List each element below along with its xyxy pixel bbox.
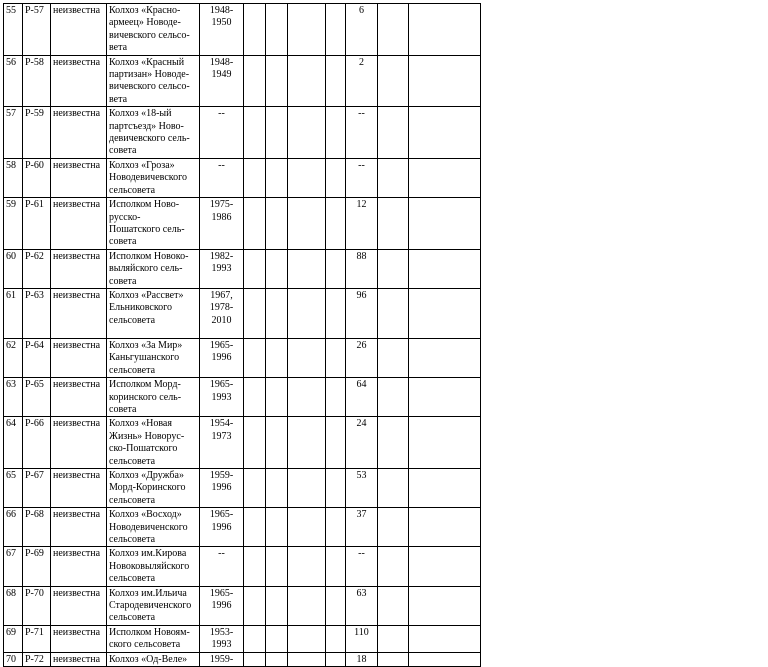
empty-cell xyxy=(266,338,288,377)
fund-name-cell xyxy=(107,547,200,586)
status-cell: неизвестна xyxy=(51,547,107,586)
empty-cell xyxy=(288,338,326,377)
fund-name-cell xyxy=(107,107,200,159)
status-cell: неизвестна xyxy=(51,469,107,508)
empty-cell xyxy=(244,55,266,107)
empty-cell xyxy=(244,652,266,666)
fund-name-line: Исполком Новоко- xyxy=(109,250,189,262)
empty-cell xyxy=(378,417,409,469)
fund-name-line: русско- xyxy=(109,211,141,223)
empty-cell xyxy=(409,586,481,625)
count-cell: -- xyxy=(346,107,378,159)
years-cell xyxy=(200,547,244,586)
empty-cell xyxy=(266,508,288,547)
empty-cell xyxy=(378,288,409,338)
count-cell: 64 xyxy=(346,378,378,417)
fund-name-line: Колхоз «Новая xyxy=(109,418,172,430)
table-row xyxy=(4,547,481,586)
fund-name-line: сельсовета xyxy=(109,364,156,376)
empty-cell xyxy=(266,249,288,288)
fund-code-cell: Р-62 xyxy=(23,249,51,288)
years-line: 1948- xyxy=(209,56,234,68)
table-row xyxy=(4,338,481,377)
fund-name-line: сельсовета xyxy=(109,314,156,326)
years-cell xyxy=(200,586,244,625)
years-cell xyxy=(200,249,244,288)
count-cell: 26 xyxy=(346,338,378,377)
fund-code-cell: Р-63 xyxy=(23,288,51,338)
table-row xyxy=(4,158,481,197)
status-cell: неизвестна xyxy=(51,508,107,547)
fund-code-cell: Р-66 xyxy=(23,417,51,469)
fund-name-line: Исполком Морд- xyxy=(109,379,181,391)
years-cell xyxy=(200,107,244,159)
fund-code-cell: Р-69 xyxy=(23,547,51,586)
count-cell: 12 xyxy=(346,198,378,250)
table-row xyxy=(4,4,481,56)
empty-cell xyxy=(266,652,288,666)
fund-name-cell xyxy=(107,158,200,197)
empty-cell xyxy=(326,378,346,417)
empty-cell xyxy=(244,198,266,250)
years-line: 1993 xyxy=(211,391,232,403)
empty-cell xyxy=(378,198,409,250)
empty-cell xyxy=(288,158,326,197)
empty-cell xyxy=(326,652,346,666)
fund-name-line: Каньгушанского xyxy=(109,352,180,364)
fund-name-line: Колхоз им.Ильича xyxy=(109,587,187,599)
empty-cell xyxy=(244,508,266,547)
fund-code-cell: Р-71 xyxy=(23,625,51,652)
fund-name-cell xyxy=(107,417,200,469)
empty-cell xyxy=(378,469,409,508)
years-line: 1953- xyxy=(209,626,234,638)
fund-code-cell: Р-70 xyxy=(23,586,51,625)
status-cell: неизвестна xyxy=(51,586,107,625)
fund-name-line: сельсовета xyxy=(109,455,156,467)
empty-cell xyxy=(378,158,409,197)
fund-name-cell xyxy=(107,55,200,107)
table-body xyxy=(4,4,481,667)
fund-code-cell: Р-57 xyxy=(23,4,51,56)
fund-name-line: вета xyxy=(109,93,128,105)
fund-name-line: Колхоз «Красный xyxy=(109,56,185,68)
empty-cell xyxy=(288,378,326,417)
status-cell: неизвестна xyxy=(51,625,107,652)
count-cell: 96 xyxy=(346,288,378,338)
fund-name-line: сельсовета xyxy=(109,494,156,506)
fund-name-line: Колхоз «Гроза» xyxy=(109,159,175,171)
fund-name-line: Исполком Ново- xyxy=(109,199,180,211)
empty-cell xyxy=(409,107,481,159)
years-cell xyxy=(200,158,244,197)
row-number-cell: 64 xyxy=(4,417,23,469)
years-cell xyxy=(200,417,244,469)
empty-cell xyxy=(244,547,266,586)
table-row xyxy=(4,378,481,417)
empty-cell xyxy=(288,508,326,547)
table-row xyxy=(4,417,481,469)
empty-cell xyxy=(288,288,326,338)
empty-cell xyxy=(266,547,288,586)
fund-name-line: Колхоз «Од-Веле» xyxy=(109,653,188,665)
count-cell: 37 xyxy=(346,508,378,547)
empty-cell xyxy=(378,55,409,107)
fund-name-line: Пошатского сель- xyxy=(109,223,185,235)
empty-cell xyxy=(326,625,346,652)
empty-cell xyxy=(266,55,288,107)
empty-cell xyxy=(378,508,409,547)
empty-cell xyxy=(288,547,326,586)
empty-cell xyxy=(378,547,409,586)
empty-cell xyxy=(409,55,481,107)
row-number-cell: 70 xyxy=(4,652,23,666)
empty-cell xyxy=(288,625,326,652)
fund-name-line: Новодевичевского xyxy=(109,172,187,184)
table-row xyxy=(4,55,481,107)
fund-name-line: Стародевиченского xyxy=(109,600,192,612)
empty-cell xyxy=(378,249,409,288)
fund-name-line: Морд-Коринского xyxy=(109,482,186,494)
status-cell: неизвестна xyxy=(51,4,107,56)
years-cell xyxy=(200,625,244,652)
row-number-cell: 56 xyxy=(4,55,23,107)
empty-cell xyxy=(244,586,266,625)
empty-cell xyxy=(409,338,481,377)
empty-cell xyxy=(288,198,326,250)
years-cell xyxy=(200,338,244,377)
count-cell: -- xyxy=(346,158,378,197)
empty-cell xyxy=(244,158,266,197)
fund-name-cell xyxy=(107,625,200,652)
years-line: 2010 xyxy=(211,314,232,326)
fund-name-line: Ельниковского xyxy=(109,302,173,314)
fund-code-cell: Р-72 xyxy=(23,652,51,666)
years-line: 1959- xyxy=(209,470,234,481)
count-cell: 63 xyxy=(346,586,378,625)
fund-name-line: Колхоз «Красно- xyxy=(109,5,181,16)
fund-name-line: Колхоз «За Мир» xyxy=(109,339,183,351)
years-line: -- xyxy=(218,548,225,560)
years-line: 1965- xyxy=(209,509,234,521)
fund-code-cell: Р-65 xyxy=(23,378,51,417)
fund-name-line: партсъезд» Ново- xyxy=(109,120,184,132)
status-cell: неизвестна xyxy=(51,338,107,377)
empty-cell xyxy=(378,378,409,417)
row-number-cell: 60 xyxy=(4,249,23,288)
status-cell: неизвестна xyxy=(51,288,107,338)
table-row xyxy=(4,652,481,666)
empty-cell xyxy=(266,586,288,625)
row-number-cell: 66 xyxy=(4,508,23,547)
fund-name-line: сельсовета xyxy=(109,612,156,624)
empty-cell xyxy=(409,508,481,547)
table-row xyxy=(4,198,481,250)
table-row xyxy=(4,469,481,508)
years-line: 1996 xyxy=(211,600,232,612)
archive-table xyxy=(3,3,481,667)
fund-name-line: ско-Пошатского xyxy=(109,443,178,455)
empty-cell xyxy=(244,288,266,338)
status-cell: неизвестна xyxy=(51,378,107,417)
fund-name-line: совета xyxy=(109,403,137,415)
empty-cell xyxy=(326,198,346,250)
empty-cell xyxy=(266,158,288,197)
years-line: 1975- xyxy=(209,199,234,211)
row-number-cell: 62 xyxy=(4,338,23,377)
empty-cell xyxy=(266,417,288,469)
fund-name-line: Колхоз «Дружба» xyxy=(109,470,184,481)
empty-cell xyxy=(288,4,326,56)
empty-cell xyxy=(409,469,481,508)
empty-cell xyxy=(244,338,266,377)
empty-cell xyxy=(409,625,481,652)
archive-table-wrapper xyxy=(3,3,481,667)
years-line: 1967, xyxy=(210,289,233,301)
years-cell xyxy=(200,198,244,250)
fund-name-line: сельсовета xyxy=(109,534,156,546)
table-row xyxy=(4,288,481,338)
years-line: 1996 xyxy=(211,521,232,533)
status-cell: неизвестна xyxy=(51,417,107,469)
empty-cell xyxy=(409,378,481,417)
years-cell xyxy=(200,378,244,417)
years-line: 1965- xyxy=(209,587,234,599)
fund-name-line: Колхоз «Восход» xyxy=(109,509,182,521)
empty-cell xyxy=(378,4,409,56)
fund-code-cell: Р-61 xyxy=(23,198,51,250)
empty-cell xyxy=(326,417,346,469)
empty-cell xyxy=(326,4,346,56)
status-cell: неизвестна xyxy=(51,652,107,666)
empty-cell xyxy=(326,288,346,338)
table-row xyxy=(4,508,481,547)
years-cell xyxy=(200,469,244,508)
fund-name-line: сельсовета xyxy=(109,184,156,196)
fund-name-line: партизан» Новоде- xyxy=(109,69,190,81)
years-line: 1986 xyxy=(211,211,232,223)
empty-cell xyxy=(326,107,346,159)
years-cell xyxy=(200,4,244,56)
empty-cell xyxy=(288,469,326,508)
fund-name-line: совета xyxy=(109,275,137,287)
fund-name-line: сельсовета xyxy=(109,573,156,585)
empty-cell xyxy=(288,652,326,666)
empty-cell xyxy=(266,107,288,159)
fund-name-line: Колхоз им.Кирова xyxy=(109,548,187,560)
empty-cell xyxy=(288,249,326,288)
empty-cell xyxy=(266,378,288,417)
empty-cell xyxy=(409,198,481,250)
status-cell: неизвестна xyxy=(51,55,107,107)
count-cell: 2 xyxy=(346,55,378,107)
empty-cell xyxy=(244,625,266,652)
count-cell: 110 xyxy=(346,625,378,652)
status-cell: неизвестна xyxy=(51,249,107,288)
fund-name-line: Исполком Новоям- xyxy=(109,626,190,638)
empty-cell xyxy=(244,4,266,56)
empty-cell xyxy=(326,158,346,197)
fund-name-line: Новоковыляйского xyxy=(109,560,190,572)
years-line: -- xyxy=(218,108,225,120)
row-number-cell: 69 xyxy=(4,625,23,652)
empty-cell xyxy=(326,338,346,377)
row-number-cell: 61 xyxy=(4,288,23,338)
years-cell xyxy=(200,55,244,107)
fund-name-line: коринского сель- xyxy=(109,391,182,403)
fund-code-cell: Р-67 xyxy=(23,469,51,508)
status-cell: неизвестна xyxy=(51,158,107,197)
count-cell: 24 xyxy=(346,417,378,469)
empty-cell xyxy=(266,288,288,338)
fund-name-line: Колхоз «18-ый xyxy=(109,108,172,120)
empty-cell xyxy=(244,417,266,469)
fund-name-cell xyxy=(107,4,200,56)
count-cell: 6 xyxy=(346,4,378,56)
years-line: 1993 xyxy=(211,263,232,275)
empty-cell xyxy=(244,378,266,417)
fund-name-line: совета xyxy=(109,145,137,157)
years-line: 1996 xyxy=(211,352,232,364)
years-line: 1996 xyxy=(211,482,232,494)
empty-cell xyxy=(288,417,326,469)
years-line: 1949 xyxy=(211,69,232,81)
fund-code-cell: Р-64 xyxy=(23,338,51,377)
fund-name-line: Жизнь» Новорус- xyxy=(109,430,185,442)
years-line: 1965- xyxy=(209,339,234,351)
row-number-cell: 55 xyxy=(4,4,23,56)
row-number-cell: 58 xyxy=(4,158,23,197)
empty-cell xyxy=(266,625,288,652)
empty-cell xyxy=(409,249,481,288)
years-line: 1982- xyxy=(209,250,234,262)
empty-cell xyxy=(288,55,326,107)
fund-code-cell: Р-59 xyxy=(23,107,51,159)
empty-cell xyxy=(244,469,266,508)
years-line: 1948- xyxy=(209,5,234,16)
years-line: -- xyxy=(218,159,225,171)
years-cell xyxy=(200,288,244,338)
empty-cell xyxy=(409,288,481,338)
row-number-cell: 68 xyxy=(4,586,23,625)
empty-cell xyxy=(409,652,481,666)
fund-code-cell: Р-60 xyxy=(23,158,51,197)
empty-cell xyxy=(378,625,409,652)
years-line: 1978- xyxy=(209,302,234,314)
empty-cell xyxy=(326,547,346,586)
empty-cell xyxy=(409,4,481,56)
fund-code-cell: Р-58 xyxy=(23,55,51,107)
row-number-cell: 57 xyxy=(4,107,23,159)
row-number-cell: 59 xyxy=(4,198,23,250)
fund-code-cell: Р-68 xyxy=(23,508,51,547)
years-line: 1973 xyxy=(211,430,232,442)
table-row xyxy=(4,249,481,288)
empty-cell xyxy=(409,547,481,586)
empty-cell xyxy=(378,586,409,625)
empty-cell xyxy=(326,55,346,107)
empty-cell xyxy=(409,158,481,197)
years-cell xyxy=(200,508,244,547)
years-line: 1959- xyxy=(209,653,234,665)
row-number-cell: 63 xyxy=(4,378,23,417)
fund-name-cell xyxy=(107,288,200,338)
fund-name-line: Колхоз «Рассвет» xyxy=(109,289,184,301)
table-row xyxy=(4,107,481,159)
fund-name-line: вичевского сельсо- xyxy=(109,81,190,93)
empty-cell xyxy=(244,249,266,288)
fund-name-cell xyxy=(107,469,200,508)
fund-name-cell xyxy=(107,378,200,417)
empty-cell xyxy=(378,652,409,666)
empty-cell xyxy=(288,586,326,625)
row-number-cell: 67 xyxy=(4,547,23,586)
fund-name-line: вета xyxy=(109,42,128,54)
count-cell: 88 xyxy=(346,249,378,288)
fund-name-line: выляйского сель- xyxy=(109,263,183,275)
fund-name-cell xyxy=(107,508,200,547)
empty-cell xyxy=(326,508,346,547)
fund-name-cell xyxy=(107,198,200,250)
fund-name-cell xyxy=(107,249,200,288)
fund-name-line: Новодевиченского xyxy=(109,521,188,533)
fund-name-line: ского сельсовета xyxy=(109,639,181,651)
empty-cell xyxy=(326,586,346,625)
fund-name-cell xyxy=(107,586,200,625)
table-row xyxy=(4,586,481,625)
years-line: 1993 xyxy=(211,639,232,651)
fund-name-cell xyxy=(107,652,200,666)
count-cell: 18 xyxy=(346,652,378,666)
count-cell: -- xyxy=(346,547,378,586)
empty-cell xyxy=(266,4,288,56)
status-cell: неизвестна xyxy=(51,107,107,159)
fund-name-line: вичевского сельсо- xyxy=(109,29,190,41)
table-row xyxy=(4,625,481,652)
count-cell: 53 xyxy=(346,469,378,508)
years-line: 1965- xyxy=(209,379,234,391)
empty-cell xyxy=(326,469,346,508)
years-line: 1950 xyxy=(211,17,232,29)
row-number-cell: 65 xyxy=(4,469,23,508)
empty-cell xyxy=(409,417,481,469)
empty-cell xyxy=(266,469,288,508)
empty-cell xyxy=(378,107,409,159)
fund-name-line: армеец» Новоде- xyxy=(109,17,181,29)
empty-cell xyxy=(288,107,326,159)
years-line: 1954- xyxy=(209,418,234,430)
fund-name-line: девичевского сель- xyxy=(109,133,190,145)
empty-cell xyxy=(244,107,266,159)
empty-cell xyxy=(326,249,346,288)
fund-name-cell xyxy=(107,338,200,377)
empty-cell xyxy=(378,338,409,377)
empty-cell xyxy=(266,198,288,250)
status-cell: неизвестна xyxy=(51,198,107,250)
fund-name-line: совета xyxy=(109,236,137,248)
years-cell xyxy=(200,652,244,666)
